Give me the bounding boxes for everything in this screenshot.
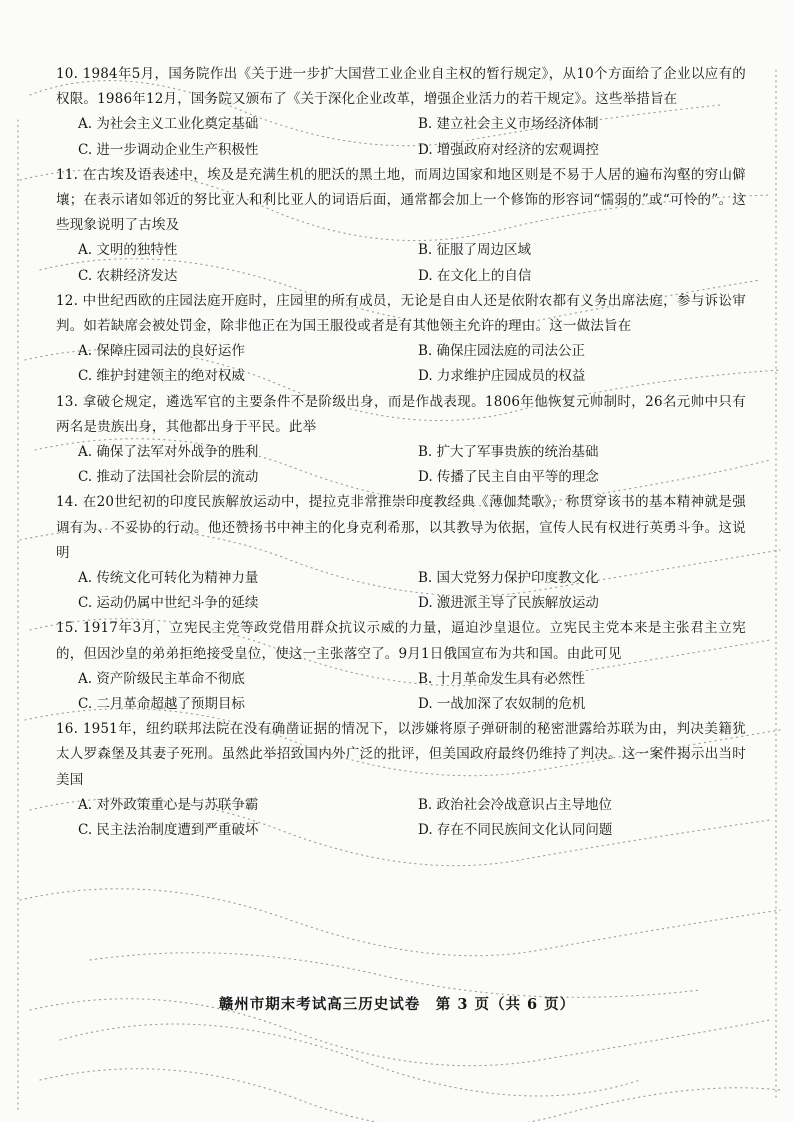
question-stem: 10. 1984年5月，国务院作出《关于进一步扩大国营工业企业自主权的暂行规定》，从10个方面给了企业以应有的权限。1986年12月，国务院又颁布了《关于深化企业改革，增强企业活力的若干规定》。这些举措旨在 — [56, 66, 746, 108]
question-stem: 12. 中世纪西欧的庄园法庭开庭时，庄园里的所有成员，无论是自由人还是依附农都有义务出席法庭，参与诉讼审判。如若缺席会被处罚金，除非他正在为国王服役或者是有其他领主允许的理由。这一做法旨在 — [56, 292, 746, 335]
option-d: D. 一战加深了农奴制的危机 — [418, 696, 586, 713]
options-grid — [56, 112, 746, 162]
option-d: D. 存在不同民族间文化认同问题 — [418, 822, 613, 839]
option-c: C. 民主法治制度遭到严重破坏 — [78, 822, 259, 839]
option-c: C. 维护封建领主的绝对权威 — [78, 368, 245, 385]
question-stem: 13. 拿破仑规定，遴选军官的主要条件不是阶级出身，而是作战表现。1806年他恢复元帅制时，26名元帅中只有两名是贵族出身，其他都出身于平民。此举 — [56, 393, 746, 435]
option-c: C. 进一步调动企业生产积极性 — [78, 141, 259, 158]
option-c: C. 二月革命超越了预期目标 — [78, 696, 245, 713]
option-b: B. 扩大了军事贵族的统治基础 — [418, 444, 599, 461]
question-12 — [56, 289, 746, 390]
option-a: A. 保障庄园司法的良好运作 — [78, 343, 245, 360]
option-d: D. 增强政府对经济的宏观调控 — [418, 141, 599, 158]
option-b: B. 国大党努力保护印度教文化 — [418, 570, 599, 587]
question-stem: 15. 1917年3月，立宪民主党等政党借用群众抗议示威的力量，逼迫沙皇退位。立宪民主党本来是主张君主立宪的，但因沙皇的弟弟拒绝接受皇位，使这一主张落空了。9月1日俄国宣布为共和国。由此可见 — [56, 620, 746, 662]
question-stem: 14. 在20世纪初的印度民族解放运动中，提拉克非常推崇印度教经典《薄伽梵歌》，称贯穿该书的基本精神就是强调有为、不妥协的行动。他还赞扬书中神主的化身克利希那，以其教导为依据，宣传人民有权进行英勇斗争。这说明 — [56, 494, 746, 561]
option-c: C. 运动仍属中世纪斗争的延续 — [78, 595, 259, 612]
question-list — [56, 62, 746, 843]
options-grid — [56, 440, 746, 490]
question-11 — [56, 163, 746, 289]
option-a: A. 确保了法军对外战争的胜利 — [78, 444, 259, 461]
question-stem: 16. 1951年，纽约联邦法院在没有确凿证据的情况下，以涉嫌将原子弹研制的秘密泄露给苏联为由，判决美籍犹太人罗森堡及其妻子死刑。虽然此举招致国内外广泛的批评，但美国政府最终仍维持了判决。这一案件揭示出当时美国 — [56, 721, 746, 788]
question-10 — [56, 62, 746, 163]
option-b: B. 政治社会冷战意识占主导地位 — [418, 796, 613, 813]
option-d: D. 力求维护庄园成员的权益 — [418, 368, 586, 385]
option-c: C. 推动了法国社会阶层的流动 — [78, 469, 259, 486]
question-stem: 11. 在古埃及语表述中，埃及是充满生机的肥沃的黑土地，而周边国家和地区则是不易于人居的遍布沟壑的穷山僻壤；在表示诸如邻近的努比亚人和利比亚人的词语后面，通常都会加上一个修饰的形容词“懦弱的”或“可怜的”。这些现象说明了古埃及 — [56, 166, 746, 234]
option-d: D. 传播了民主自由平等的理念 — [418, 469, 599, 486]
option-b: B. 十月革命发生具有必然性 — [418, 670, 586, 687]
options-grid — [56, 238, 746, 288]
options-grid — [56, 566, 746, 616]
question-16 — [56, 717, 746, 843]
option-a: A. 文明的独特性 — [78, 242, 178, 259]
options-grid — [56, 339, 746, 389]
option-b: B. 征服了周边区域 — [418, 242, 532, 259]
question-14 — [56, 490, 746, 616]
option-b: B. 确保庄园法庭的司法公正 — [418, 343, 586, 360]
option-d: D. 在文化上的自信 — [418, 267, 532, 284]
question-13 — [56, 390, 746, 491]
option-d: D. 激进派主导了民族解放运动 — [418, 595, 599, 612]
options-grid — [56, 793, 746, 843]
option-a: A. 对外政策重心是与苏联争霸 — [78, 796, 259, 813]
question-15 — [56, 616, 746, 717]
option-a: A. 传统文化可转化为精神力量 — [78, 570, 259, 587]
option-b: B. 建立社会主义市场经济体制 — [418, 116, 599, 133]
option-a: A. 为社会主义工业化奠定基础 — [78, 116, 259, 133]
option-a: A. 资产阶级民主革命不彻底 — [78, 670, 245, 687]
page-footer: 赣州市期末考试高三历史试卷 第 3 页（共 6 页） — [218, 996, 576, 1013]
option-c: C. 农耕经济发达 — [78, 267, 178, 284]
options-grid — [56, 667, 746, 717]
